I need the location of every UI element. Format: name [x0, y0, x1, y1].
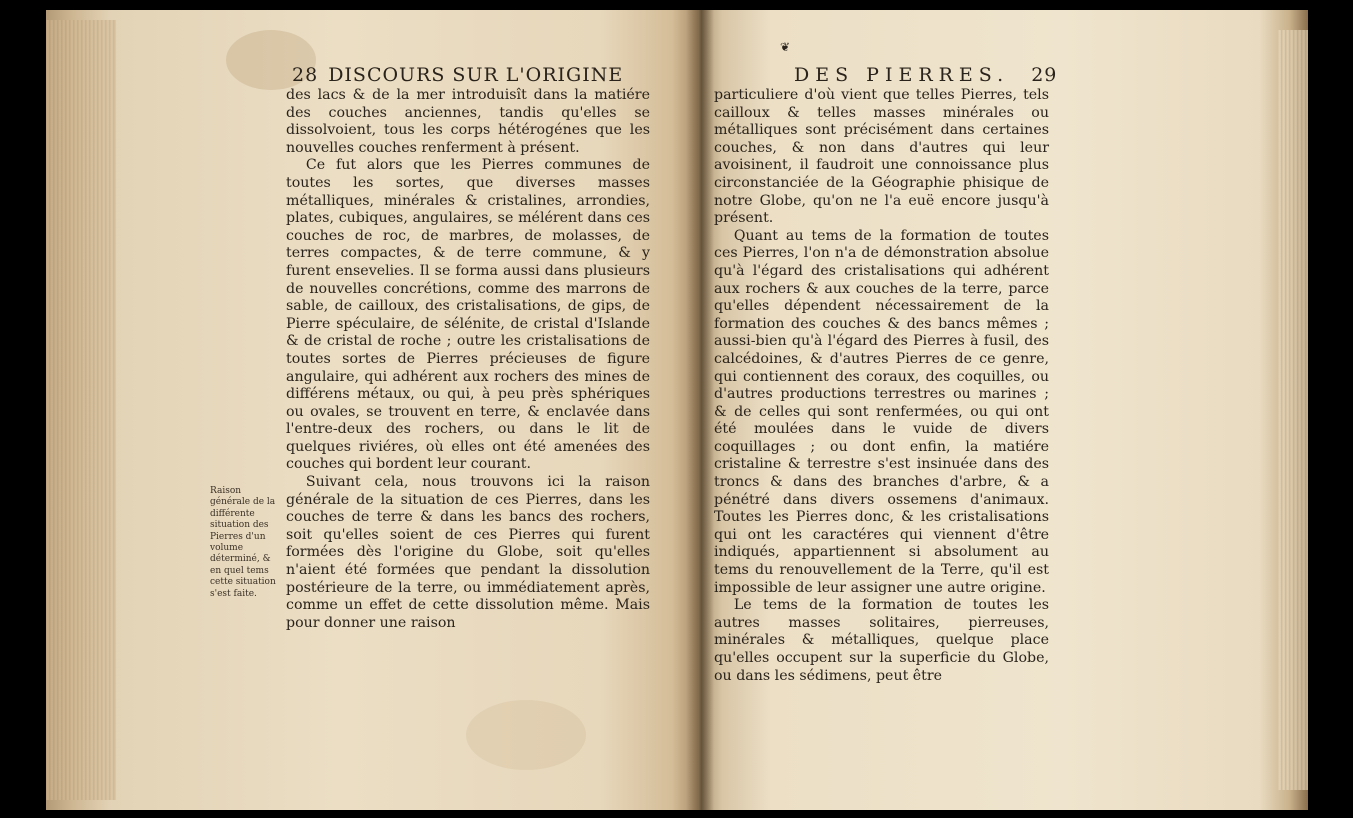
printer-ornament-icon: ❦	[780, 40, 791, 54]
page-edges	[1278, 30, 1308, 790]
right-text-block	[714, 87, 1049, 685]
open-book	[46, 10, 1308, 810]
paper-stain	[466, 700, 586, 770]
right-page-number: 29	[1031, 64, 1058, 86]
left-paragraph-1: des lacs & de la mer introduisît dans la matiére des couches anciennes, tandis qu'elles se dissolvoient, tous les corps hétérogénes que les nouvelles couches renferment à présent.	[286, 87, 650, 156]
left-paragraph-2: Ce fut alors que les Pierres communes de toutes les sortes, que diverses masses métalliques, minérales & cristalines, arrondies, plates, cubiques, angulaires, se mélérent dans ces couches de roc, de marbres, de molasses, de terres compactes, & de terre commune, & y furent ensevelies. Il se forma aussi dans plusieurs de nouvelles concrétions, comme des marrons de sable, de cailloux, des cristalisations, de gips, de Pierre spéculaire, de sélénite, de cristal d'Islande & de cristal de roche ; outre les cristalisations de toutes sortes de Pierres précieuses de figure angulaire, qui adhérent aux rochers des mines de différens métaux, ou qui, à peu près sphériques ou ovales, se trouvent en terre, & enclavée dans l'entre-deux des rochers, ou dans le lit de quelques riviéres, où elles ont été amenées des couches qui bordent leur courant.	[286, 157, 650, 473]
right-paragraph-1: particuliere d'où vient que telles Pierres, tels cailloux & telles masses minérales ou métalliques sont précisément dans certaines couches, & non dans d'autres qui leur avoisinent, il faudroit une connoissance plus circonstanciée de la Géographie phisique de notre Globe, qu'on ne l'a euë encore jusqu'à présent.	[714, 87, 1049, 227]
margin-note: Raison générale de la différente situation des Pierres d'un volume déterminé, & en quel tems cette situation s'est faite.	[210, 486, 276, 599]
left-text-block	[286, 87, 650, 632]
page-edges	[46, 20, 116, 800]
right-running-head	[794, 64, 1057, 86]
left-running-title: DISCOURS SUR L'ORIGINE	[328, 64, 624, 86]
left-paragraph-3: Suivant cela, nous trouvons ici la raison générale de la situation de ces Pierres, dans les couches de terre & dans les bancs des rochers, soit qu'elles soient de ces Pierres qui furent formées dès l'origine du Globe, soit qu'elles n'aient été formées que pendant la dissolution postérieure de la terre, ou immédiatement après, comme un effet de cette dissolution même. Mais pour donner une raison	[286, 474, 650, 631]
book-gutter	[686, 10, 714, 810]
right-paragraph-3: Le tems de la formation de toutes les autres masses solitaires, pierreuses, minérales & métalliques, quelque place qu'elles occupent sur la superficie du Globe, ou dans les sédimens, peut être	[714, 597, 1049, 684]
left-running-head	[292, 64, 623, 86]
right-paragraph-2: Quant au tems de la formation de toutes ces Pierres, l'on n'a de démonstration absolue qu'à l'égard des cristalisations qui adhérent aux rochers & aux couches de la terre, parce qu'elles dépendent nécessairement de la formation des couches & des bancs mêmes ; aussi-bien qu'à l'égard des Pierres à fusil, des calcédoines, & d'autres Pierres de ce genre, qui contiennent des coraux, des coquilles, ou d'autres productions terrestres ou marines ; & de celles qui sont renfermées, ou qui ont été moulées dans le vuide de divers coquillages ; ou dont enfin, la matiére cristaline & terrestre s'est insinuée dans des troncs & dans des branches d'arbre, & a pénétré dans divers ossemens d'animaux. Toutes les Pierres donc, & les cristalisations qui ont les caractéres qui viennent d'être indiqués, appartiennent si absolument au tems du renouvellement de la Terre, qu'il est impossible de leur assigner une autre origine.	[714, 227, 1049, 596]
right-running-title: DES PIERRES.	[794, 64, 1010, 86]
left-page-number: 28	[292, 64, 319, 86]
